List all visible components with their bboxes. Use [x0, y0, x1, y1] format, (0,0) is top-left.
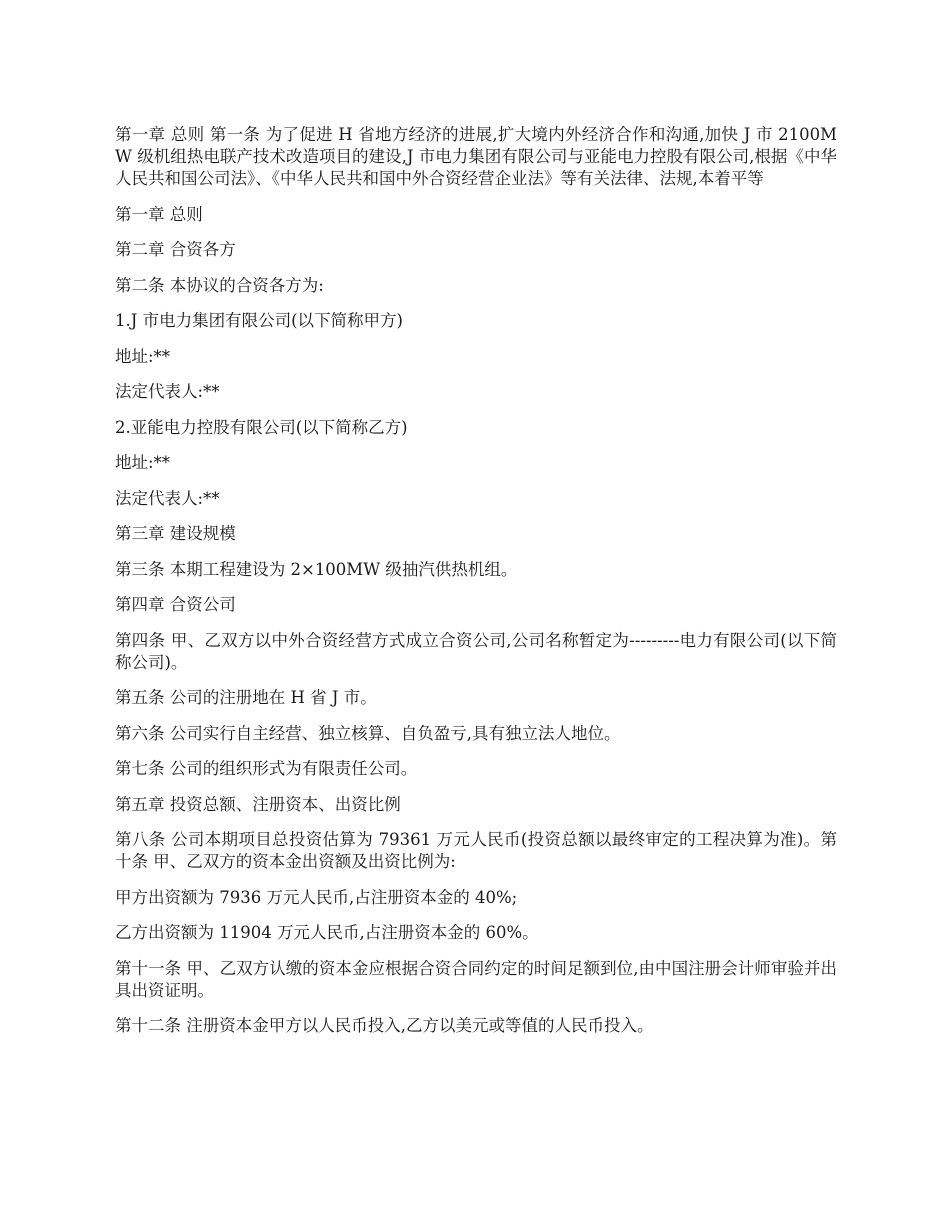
party-a-address: 地址:** — [115, 346, 171, 366]
article-8-and-10: 第八条 公司本期项目总投资估算为 79361 万元人民币(投资总额以最终审定的工程决算为准)。第十条 甲、乙双方的资本金出资额及出资比例为: — [115, 830, 837, 871]
party-b-representative: 法定代表人:** — [115, 488, 220, 508]
article-3: 第三条 本期工程建设为 2×100MW 级抽汽供热机组。 — [115, 559, 518, 579]
party-a-representative: 法定代表人:** — [115, 382, 220, 401]
heading-chapter-4: 第四章 合资公司 — [115, 595, 236, 614]
paragraph-preamble: 第一章 总则 第一条 为了促进 H 省地方经济的进展,扩大境内外经济合作和沟通,加快 J 市 2100MW 级机组热电联产技术改造项目的建设,J 市电力集团有限公司与亚能电力控股有限公司,根据《中华人民共和国公司法》、《中华人民共和国中外合资经营企业法》等有关法律、法规,本着平等 — [115, 125, 837, 188]
party-b-contribution: 乙方出资额为 11904 万元人民币,占注册资本金的 60%。 — [115, 923, 539, 942]
article-6: 第六条 公司实行自主经营、独立核算、自负盈亏,具有独立法人地位。 — [115, 723, 621, 743]
party-a-contribution: 甲方出资额为 7936 万元人民币,占注册资本金的 40%; — [115, 887, 518, 907]
article-11: 第十一条 甲、乙双方认缴的资本金应根据合资合同约定的时间足额到位,由中国注册会计师审验并出具出资证明。 — [115, 958, 837, 1000]
document-body — [115, 124, 837, 1051]
article-7: 第七条 公司的组织形式为有限责任公司。 — [115, 759, 418, 778]
party-b-name: 2.亚能电力控股有限公司(以下简称乙方) — [115, 417, 408, 437]
article-4: 第四条 甲、乙双方以中外合资经营方式成立合资公司,公司名称暂定为---------电力有限公司(以下简称公司)。 — [115, 630, 837, 672]
article-2: 第二条 本协议的合资各方为: — [115, 275, 324, 295]
heading-chapter-3: 第三章 建设规模 — [115, 524, 236, 543]
party-a-name: 1.J 市电力集团有限公司(以下简称甲方) — [115, 311, 403, 330]
heading-chapter-5: 第五章 投资总额、注册资本、出资比例 — [115, 794, 401, 814]
heading-chapter-1: 第一章 总则 — [115, 204, 203, 224]
article-12: 第十二条 注册资本金甲方以人民币投入,乙方以美元或等值的人民币投入。 — [115, 1016, 654, 1035]
article-5: 第五条 公司的注册地在 H 省 J 市。 — [115, 688, 377, 707]
heading-chapter-2: 第二章 合资各方 — [115, 240, 236, 259]
party-b-address: 地址:** — [115, 453, 171, 472]
